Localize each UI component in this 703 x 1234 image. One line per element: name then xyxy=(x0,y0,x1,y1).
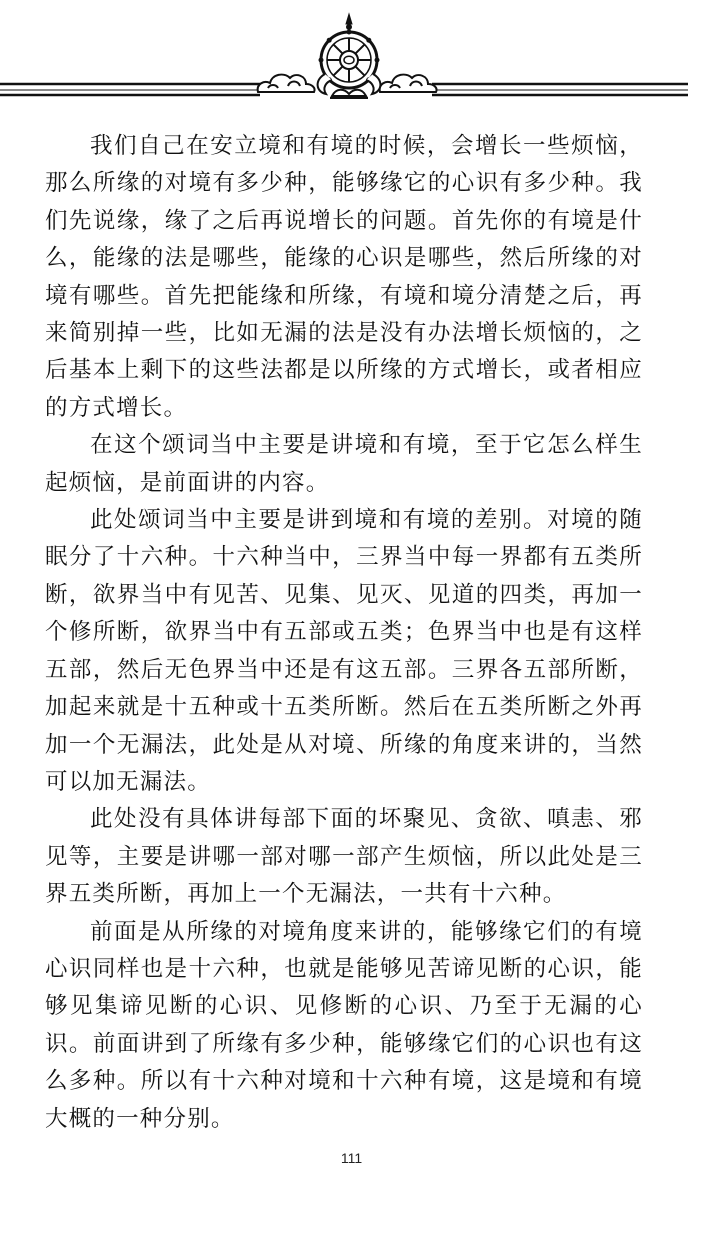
left-cloud-icon xyxy=(258,75,315,92)
paragraph: 在这个颂词当中主要是讲境和有境，至于它怎么样生起烦恼，是前面讲的内容。 xyxy=(45,432,643,496)
page-body xyxy=(45,128,643,1138)
paragraph: 此处颂词当中主要是讲到境和有境的差别。对境的随眠分了十六种。十六种当中，三界当中每一界都有五类所断，欲界当中有见苦、见集、见灭、见道的四类，再加一个修所断，欲界当中有五部或五类；色界当中也是有这样五部，然后无色界当中还是有这五部。三界各五部所断，加起来就是十五种或十五类所断。然后在五类所断之外再加一个无漏法，此处是从对境、所缘的角度来讲的，当然可以加无漏法。 xyxy=(45,507,643,795)
page-header-ornament xyxy=(0,0,703,110)
paragraph: 我们自己在安立境和有境的时候，会增长一些烦恼，那么所缘的对境有多少种，能够缘它的心识有多少种。我们先说缘，缘了之后再说增长的问题。首先你的有境是什么，能缘的法是哪些，能缘的心识是哪些，然后所缘的对境有哪些。首先把能缘和所缘，有境和境分清楚之后，再来简别掉一些，比如无漏的法是没有办法增长烦恼的，之后基本上剩下的这些法都是以所缘的方式增长，或者相应的方式增长。 xyxy=(45,133,643,421)
paragraph: 此处没有具体讲每部下面的坏聚见、贪欲、嗔恚、邪见等，主要是讲哪一部对哪一部产生烦恼，所以此处是三界五类所断，再加上一个无漏法，一共有十六种。 xyxy=(45,806,643,908)
paragraph: 前面是从所缘的对境角度来讲的，能够缘它们的有境心识同样也是十六种，也就是能够见苦谛见断的心识，能够见集谛见断的心识、见修断的心识、乃至于无漏的心识。前面讲到了所缘有多少种，能够缘它们的心识也有这么多种。所以有十六种对境和十六种有境，这是境和有境大概的一种分别。 xyxy=(45,918,643,1132)
right-cloud-icon xyxy=(380,75,437,92)
page-number: 111 xyxy=(340,1150,363,1166)
dharma-wheel-icon xyxy=(318,14,381,98)
